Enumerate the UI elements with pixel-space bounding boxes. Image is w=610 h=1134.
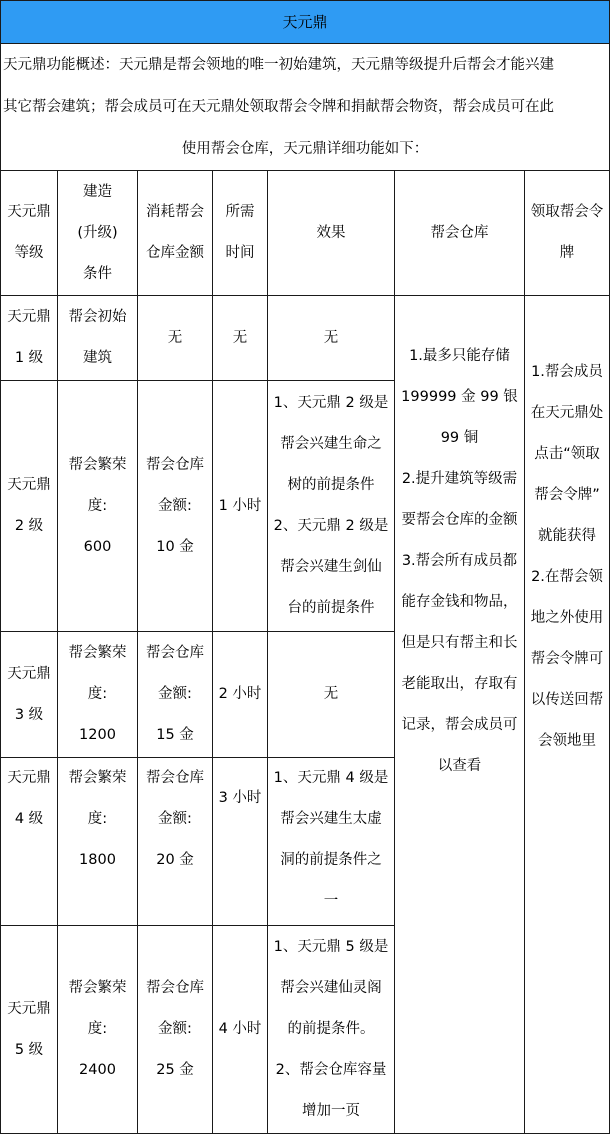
- overview-line-1: 天元鼎功能概述：天元鼎是帮会领地的唯一初始建筑，天元鼎等级提升后帮会才能兴建: [3, 57, 554, 73]
- row3-time: 2 小时: [212, 632, 268, 758]
- row5-cost: 帮会仓库 金额: 25 金: [137, 926, 213, 1134]
- row4-effect: 1、天元鼎 4 级是 帮会兴建生太虚 洞的前提条件之 一: [267, 758, 395, 926]
- token-details: 1.帮会成员 在天元鼎处 点击“领取 帮会令牌” 就能获得 2.在帮会领 地之外使用 帮会令牌可 以传送回帮 会领地里: [524, 296, 610, 1134]
- header-level: 天元鼎 等级: [0, 171, 58, 296]
- row3-level: 天元鼎 3 级: [0, 632, 58, 758]
- row1-level: 天元鼎 1 级: [0, 296, 58, 381]
- row1-time: 无: [212, 296, 268, 381]
- row4-cost: 帮会仓库 金额: 20 金: [137, 758, 213, 926]
- row2-condition: 帮会繁荣 度: 600: [57, 381, 138, 632]
- row4-level: 天元鼎 4 级: [0, 758, 58, 926]
- row4-condition: 帮会繁荣 度: 1800: [57, 758, 138, 926]
- row3-effect: 无: [267, 632, 395, 758]
- row1-cost: 无: [137, 296, 213, 381]
- row5-effect: 1、天元鼎 5 级是 帮会兴建仙灵阁 的前提条件。 2、帮会仓库容量 增加一页: [267, 926, 395, 1134]
- row4-time: 3 小时: [212, 758, 268, 926]
- header-condition: 建造 (升级) 条件: [57, 171, 138, 296]
- row5-condition: 帮会繁荣 度: 2400: [57, 926, 138, 1134]
- row2-level: 天元鼎 2 级: [0, 381, 58, 632]
- table-title: 天元鼎: [0, 0, 610, 44]
- header-token: 领取帮会令 牌: [524, 171, 610, 296]
- row2-time: 1 小时: [212, 381, 268, 632]
- overview-line-2: 其它帮会建筑；帮会成员可在天元鼎处领取帮会令牌和捐献帮会物资，帮会成员可在此: [3, 99, 554, 115]
- row3-condition: 帮会繁荣 度: 1200: [57, 632, 138, 758]
- function-overview: [0, 44, 610, 171]
- row1-effect: 无: [267, 296, 395, 381]
- row2-cost: 帮会仓库 金额: 10 金: [137, 381, 213, 632]
- header-time: 所需 时间: [212, 171, 268, 296]
- warehouse-details: 1.最多只能存储 199999 金 99 银 99 铜 2.提升建筑等级需 要帮会仓库的金额 3.帮会所有成员都 能存金钱和物品， 但是只有帮主和长 老能取出，存取有 记录，帮会成员可 以查看: [394, 296, 525, 1134]
- header-effect: 效果: [267, 171, 395, 296]
- row5-level: 天元鼎 5 级: [0, 926, 58, 1134]
- row3-cost: 帮会仓库 金额: 15 金: [137, 632, 213, 758]
- header-cost: 消耗帮会 仓库金额: [137, 171, 213, 296]
- row1-condition: 帮会初始 建筑: [57, 296, 138, 381]
- overview-line-3: 使用帮会仓库，天元鼎详细功能如下：: [181, 141, 429, 157]
- row2-effect: 1、天元鼎 2 级是 帮会兴建生命之 树的前提条件 2、天元鼎 2 级是 帮会兴建生剑仙 台的前提条件: [267, 381, 395, 632]
- row5-time: 4 小时: [212, 926, 268, 1134]
- header-warehouse: 帮会仓库: [394, 171, 525, 296]
